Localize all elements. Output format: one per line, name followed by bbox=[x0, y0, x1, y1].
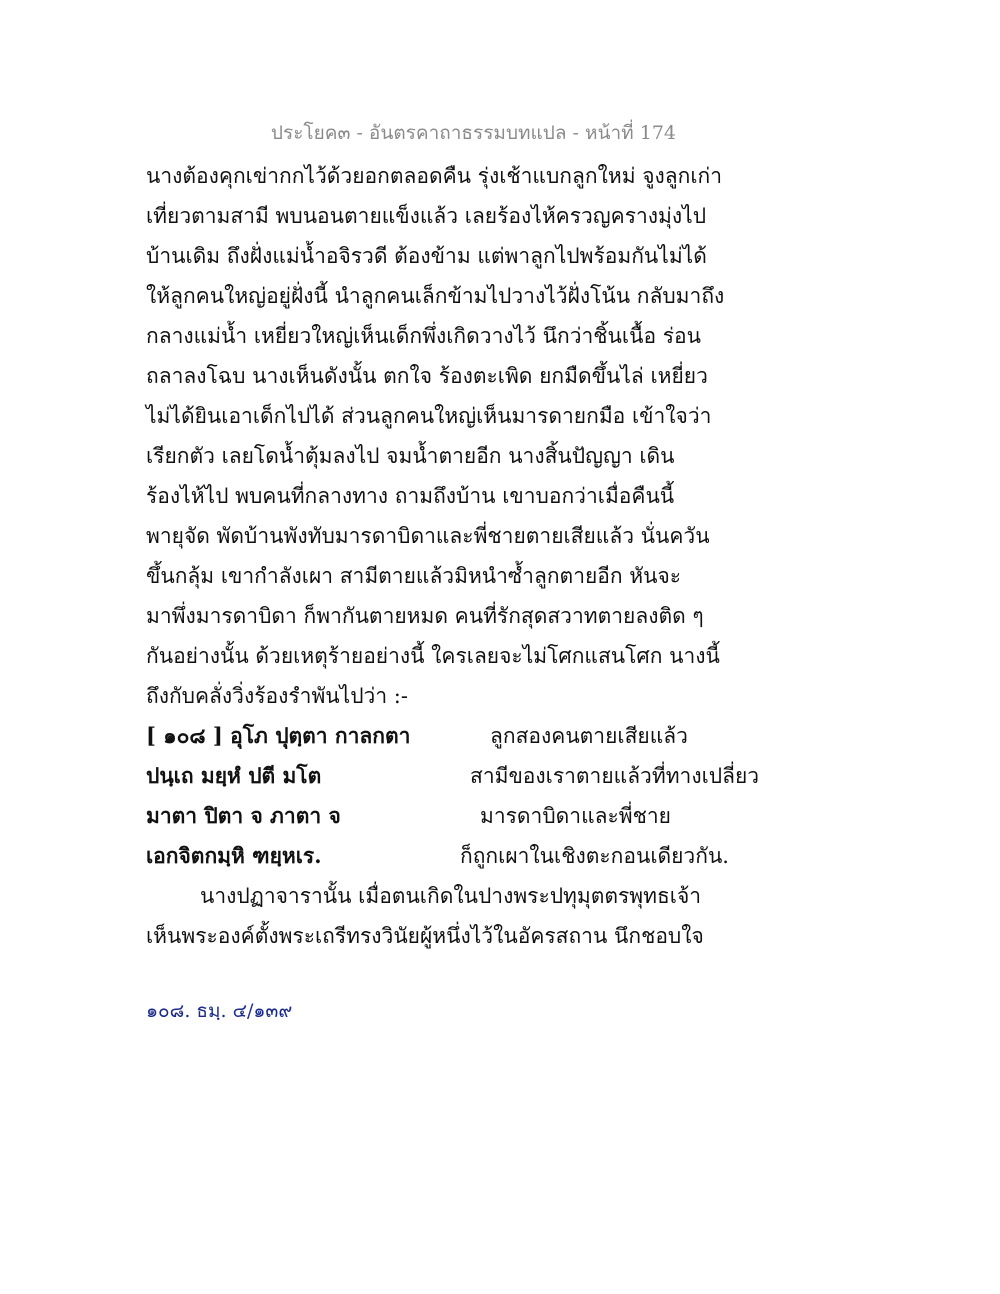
body-line: กลางแม่น้ำ เหยี่ยวใหญ่เห็นเด็กพึ่งเกิดวางไว้ นึกว่าชิ้นเนื้อ ร่อน bbox=[146, 324, 701, 348]
footnote: ๑๐๘. ธมฺ. ๔/๑๓๙ bbox=[146, 1000, 293, 1022]
verse-thai: มารดาบิดาและพี่ชาย bbox=[480, 804, 671, 828]
body-line: นางต้องคุกเข่ากกไว้ด้วยอกตลอดคืน รุ่งเช้าแบกลูกใหม่ จูงลูกเก่า bbox=[146, 164, 723, 188]
body-line: ขึ้นกลุ้ม เขากำลังเผา สามีตายแล้วมิหนำซ้ำลูกตายอีก หันจะ bbox=[146, 564, 682, 588]
body-line: บ้านเดิม ถึงฝั่งแม่น้ำอจิรวดี ต้องข้าม แต่พาลูกไปพร้อมกันไม่ได้ bbox=[146, 244, 707, 268]
body-line: พายุจัด พัดบ้านพังทับมารดาบิดาและพี่ชายตายเสียแล้ว นั่นควัน bbox=[146, 524, 710, 548]
verse-pali: มาตา ปิตา จ ภาตา จ bbox=[146, 803, 341, 828]
body-line: ให้ลูกคนใหญ่อยู่ฝั่งนี้ นำลูกคนเล็กข้ามไปวางไว้ฝั่งโน้น กลับมาถึง bbox=[146, 284, 725, 308]
body-line: มาพึ่งมารดาบิดา ก็พากันตายหมด คนที่รักสุดสวาทตายลงติด ๆ bbox=[146, 604, 704, 628]
verse-pali: ปนฺเถ มยฺหํ ปตี มโต bbox=[146, 763, 322, 788]
verse-pali: [ ๑๐๘ ] อุโภ ปุตฺตา กาลกตา bbox=[146, 723, 411, 748]
body-line: กันอย่างนั้น ด้วยเหตุร้ายอย่างนี้ ใครเลยจะไม่โศกแสนโศก นางนี้ bbox=[146, 644, 720, 668]
verse-thai: ก็ถูกเผาในเชิงตะกอนเดียวกัน. bbox=[460, 844, 729, 868]
page-header: ประโยค๓ - อันตรคาถาธรรมบทแปล - หน้าที่ 174 bbox=[270, 122, 676, 144]
body-line: เที่ยวตามสามี พบนอนตายแข็งแล้ว เลยร้องไห้ครวญครางมุ่งไป bbox=[146, 204, 707, 228]
body-line: ถลาลงโฉบ นางเห็นดังนั้น ตกใจ ร้องตะเพิด ยกมืดขึ้นไล่ เหยี่ยว bbox=[146, 364, 708, 388]
verse-thai: สามีของเราตายแล้วที่ทางเปลี่ยว bbox=[470, 764, 760, 788]
verse-thai: ลูกสองคนตายเสียแล้ว bbox=[490, 724, 688, 748]
body-line: นางปฏาจารานั้น เมื่อตนเกิดในปางพระปทุมุตตรพุทธเจ้า bbox=[200, 884, 702, 908]
body-line: เรียกตัว เลยโดน้ำตุ้มลงไป จมน้ำตายอีก นางสิ้นปัญญา เดิน bbox=[146, 444, 675, 468]
body-line: ไม่ได้ยินเอาเด็กไปได้ ส่วนลูกคนใหญ่เห็นมารดายกมือ เข้าใจว่า bbox=[146, 404, 712, 428]
body-line: ถึงกับคลั่งวิ่งร้องรำพันไปว่า :- bbox=[146, 684, 408, 708]
body-line: ร้องไห้ไป พบคนที่กลางทาง ถามถึงบ้าน เขาบอกว่าเมื่อคืนนี้ bbox=[146, 484, 675, 508]
body-line: เห็นพระองค์ตั้งพระเถรีทรงวินัยผู้หนึ่งไว้ในอัครสถาน นึกชอบใจ bbox=[146, 924, 704, 948]
verse-pali: เอกจิตกมฺหิ ฑยฺหเร. bbox=[146, 843, 322, 868]
